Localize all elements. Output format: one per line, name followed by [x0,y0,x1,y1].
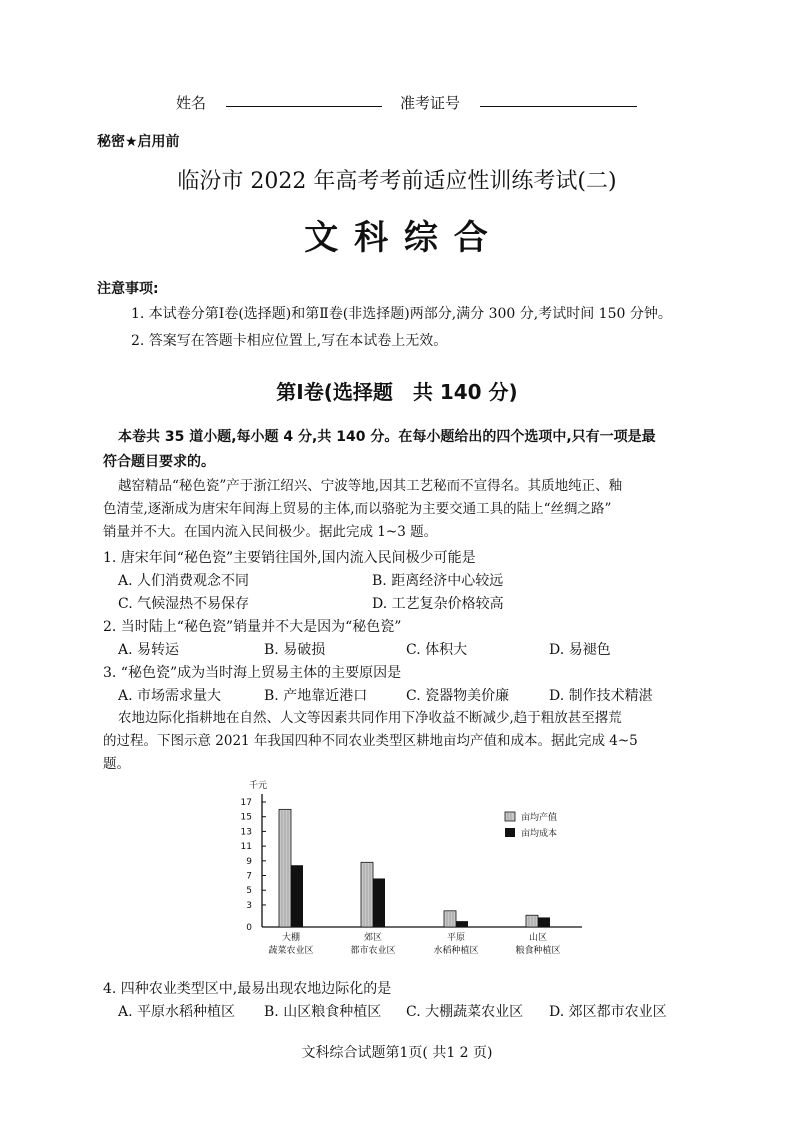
y-axis-label: 千元 [248,781,268,791]
question-1-option-c: C. 气候湿热不易保存 [118,596,250,612]
y-tick-label: 0 [246,923,252,933]
category-label-2: 郊区 [363,933,383,943]
bar-cost-3 [456,921,468,927]
question-1-option-a: A. 人们消费观念不同 [118,573,250,589]
category-label-4: 粮食种植区 [515,946,561,956]
question-4-option-c: C. 大棚蔬菜农业区 [406,1004,524,1020]
question-1-stem: 1. 唐宋年间“秘色瓷”主要销往国外,国内流入民间极少可能是 [103,550,476,566]
question-2-option-d: D. 易褪色 [549,642,611,658]
secret-mark: 秘密★启用前 [97,134,180,150]
subject-title: 文 科 综 合 [304,218,490,258]
bar-cost-1 [291,865,303,927]
category-label-2: 都市农业区 [350,946,396,956]
question-2-option-b: B. 易破损 [264,642,326,658]
section-intro-line1: 本卷共 35 道小题,每小题 4 分,共 140 分。在每小题给出的四个选项中,只有一项是最 [118,429,656,445]
section-title: 第Ⅰ卷(选择题 共 140 分) [276,380,518,404]
exam-id-label: 准考证号 [400,94,461,112]
exam-title: 临汾市 2022 年高考考前适应性训练考试(二) [177,169,617,194]
notes-item-1: 1. 本试卷分第Ⅰ卷(选择题)和第Ⅱ卷(非选择题)两部分,满分 300 分,考试时间 150 分钟。 [131,306,672,322]
y-tick-label: 5 [246,886,252,897]
question-4-stem: 4. 四种农业类型区中,最易出现农地边际化的是 [103,981,392,997]
question-2-option-c: C. 体积大 [406,642,468,658]
category-label-1: 蔬菜农业区 [268,946,314,956]
question-4-option-b: B. 山区粮食种植区 [264,1004,382,1020]
passage1-line2: 色清莹,逐渐成为唐宋年间海上贸易的主体,而以骆驼为主要交通工具的陆上“丝绸之路” [103,501,612,517]
legend-swatch-cost [505,828,515,837]
page-footer: 文科综合试题第1页( 共1 2 页) [301,1045,493,1061]
y-tick-label: 11 [240,842,252,853]
question-3-option-a: A. 市场需求量大 [118,688,222,704]
y-tick-label: 9 [246,856,252,867]
notes-item-2: 2. 答案写在答题卡相应位置上,写在本试卷上无效。 [131,333,448,349]
question-4-option-a: A. 平原水稻种植区 [118,1004,236,1020]
question-3-stem: 3. “秘色瓷”成为当时海上贸易主体的主要原因是 [103,665,402,681]
bar-cost-2 [373,878,385,927]
legend-label-1: 亩均产值 [521,813,558,823]
question-3-option-b: B. 产地靠近港口 [264,688,368,704]
notes-heading: 注意事项: [97,281,159,297]
y-tick-label: 3 [246,900,252,911]
passage1-line3: 销量并不大。在国内流入民间极少。据此完成 1~3 题。 [103,524,438,540]
legend-swatch-output [505,812,515,821]
question-2-option-a: A. 易转运 [118,642,180,658]
y-tick-label: 15 [240,812,252,823]
question-3-option-c: C. 瓷器物美价廉 [406,688,510,704]
bar-cost-4 [538,917,550,927]
name-label: 姓名 [176,94,207,112]
passage2-line3: 题。 [103,756,130,772]
passage2-line2: 的过程。下图示意 2021 年我国四种不同农业类型区耕地亩均产值和成本。据此完成 4~5 [103,733,638,749]
question-3-option-d: D. 制作技术精湛 [549,688,653,704]
y-tick-label: 13 [240,827,252,838]
category-label-1: 大棚 [281,933,301,943]
passage2-line1: 农地边际化指耕地在自然、人文等因素共同作用下净收益不断减少,趋于粗放甚至撂荒 [118,710,622,726]
legend-label-2: 亩均成本 [521,829,558,839]
y-tick-label: 7 [246,871,252,882]
category-label-4: 山区 [528,933,548,943]
question-1-option-d: D. 工艺复杂价格较高 [372,596,504,612]
question-1-option-b: B. 距离经济中心较远 [372,573,504,589]
y-tick-label: 17 [240,798,252,808]
section-intro-line2: 符合题目要求的。 [103,454,215,470]
question-2-stem: 2. 当时陆上“秘色瓷”销量并不大是因为“秘色瓷” [103,619,402,635]
passage1-line1: 越窑精品“秘色瓷”产于浙江绍兴、宁波等地,因其工艺秘而不宣得名。其质地纯正、釉 [118,478,623,494]
category-label-3: 水稻种植区 [433,946,479,956]
question-4-option-d: D. 郊区都市农业区 [549,1004,667,1020]
category-label-3: 平原 [446,933,466,943]
